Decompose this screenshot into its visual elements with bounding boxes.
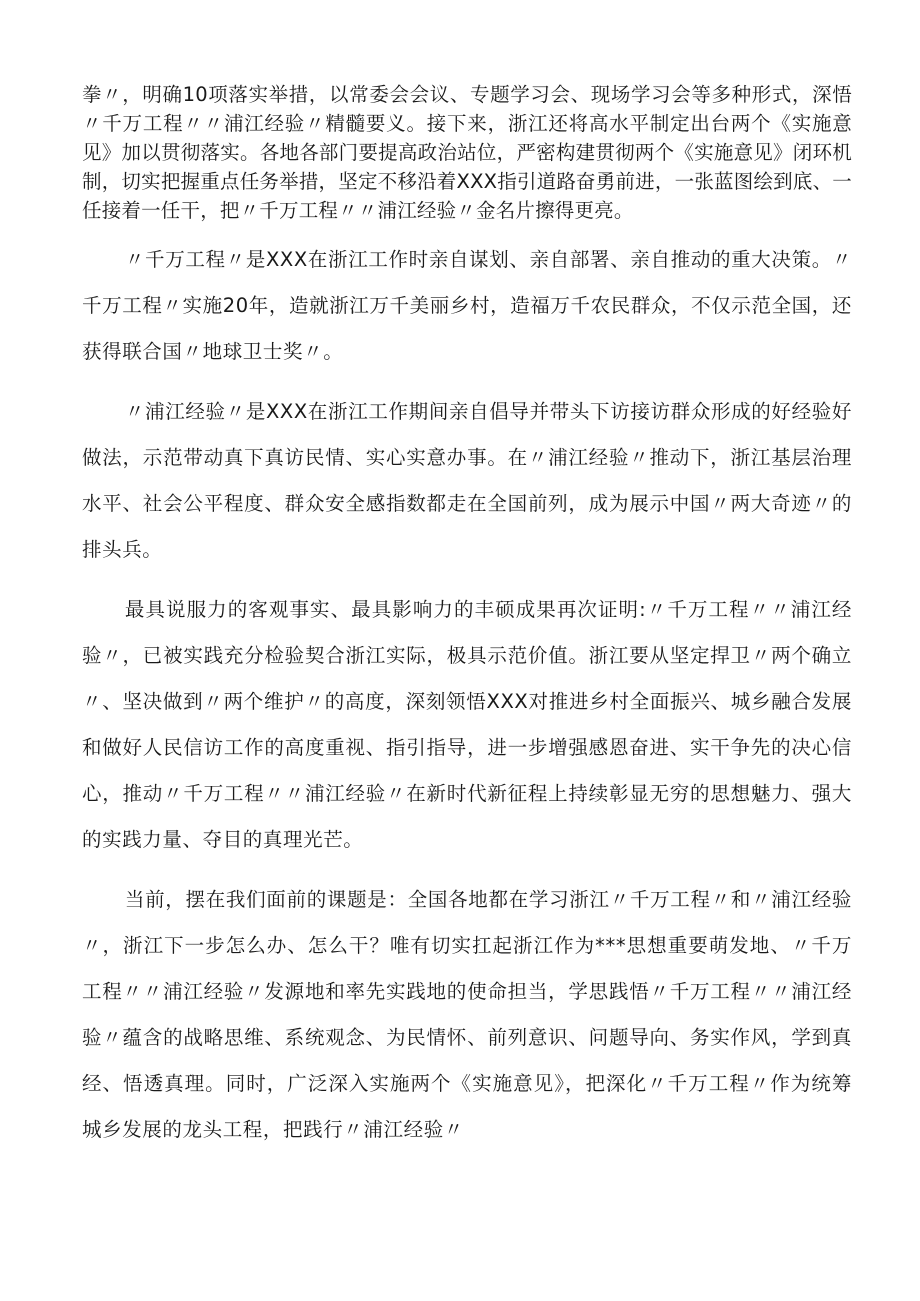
paragraph-4: 最具说服力的客观事实、最具影响力的丰硕成果再次证明:〃千万工程〃〃浦江经验〃，已被实践充分检验契合浙江实际，极具示范价值。浙江要从坚定捍卫〃两个确立〃、坚决做到〃两个维护〃的高度，深刻领悟XXX对推进乡村全面振兴、城乡融合发展和做好人民信访工作的高度重视、指引指导，进一步增强感恩奋进、实干争先的决心信心，推动〃千万工程〃〃浦江经验〃在新时代新征程上持续彰显无穷的思想魅力、强大的实践力量、夺目的真理光芒。 — [82, 598, 852, 851]
paragraph-3: 〃浦江经验〃是XXX在浙江工作期间亲自倡导并带头下访接访群众形成的好经验好做法，示范带动真下真访民情、实心实意办事。在〃浦江经验〃推动下，浙江基层治理水平、社会公平程度、群众安全感指数都走在全国前列，成为展示中国〃两大奇迹〃的排头兵。 — [82, 400, 852, 561]
paragraph-1: 拳〃，明确10项落实举措，以常委会会议、专题学习会、现场学习会等多种形式，深悟〃千万工程〃〃浦江经验〃精髓要义。接下来，浙江还将高水平制定出台两个《实施意见》加以贯彻落实。各地各部门要提高政治站位，严密构建贯彻两个《实施意见》闭环机制，切实把握重点任务举措，坚定不移沿着XXX指引道路奋勇前进，一张蓝图绘到底、一任接着一任干，把〃千万工程〃〃浦江经验〃金名片擦得更亮。 — [82, 83, 852, 222]
paragraph-5: 当前，摆在我们面前的课题是：全国各地都在学习浙江〃千万工程〃和〃浦江经验〃，浙江下一步怎么办、怎么干？唯有切实扛起浙江作为***思想重要萌发地、〃千万工程〃〃浦江经验〃发源地和率先实践地的使命担当，学思践悟〃千万工程〃〃浦江经验〃蕴含的战略思维、系统观念、为民情怀、前列意识、问题导向、务实作风，学到真经、悟透真理。同时，广泛深入实施两个《实施意见》，把深化〃千万工程〃作为统筹城乡发展的龙头工程，把践行〃浦江经验〃 — [82, 888, 852, 1141]
document-body — [82, 80, 852, 1153]
paragraph-2: 〃千万工程〃是XXX在浙江工作时亲自谋划、亲自部署、亲自推动的重大决策。〃千万工程〃实施20年，造就浙江万千美丽乡村，造福万千农民群众，不仅示范全国，还获得联合国〃地球卫士奖〃。 — [82, 248, 852, 363]
